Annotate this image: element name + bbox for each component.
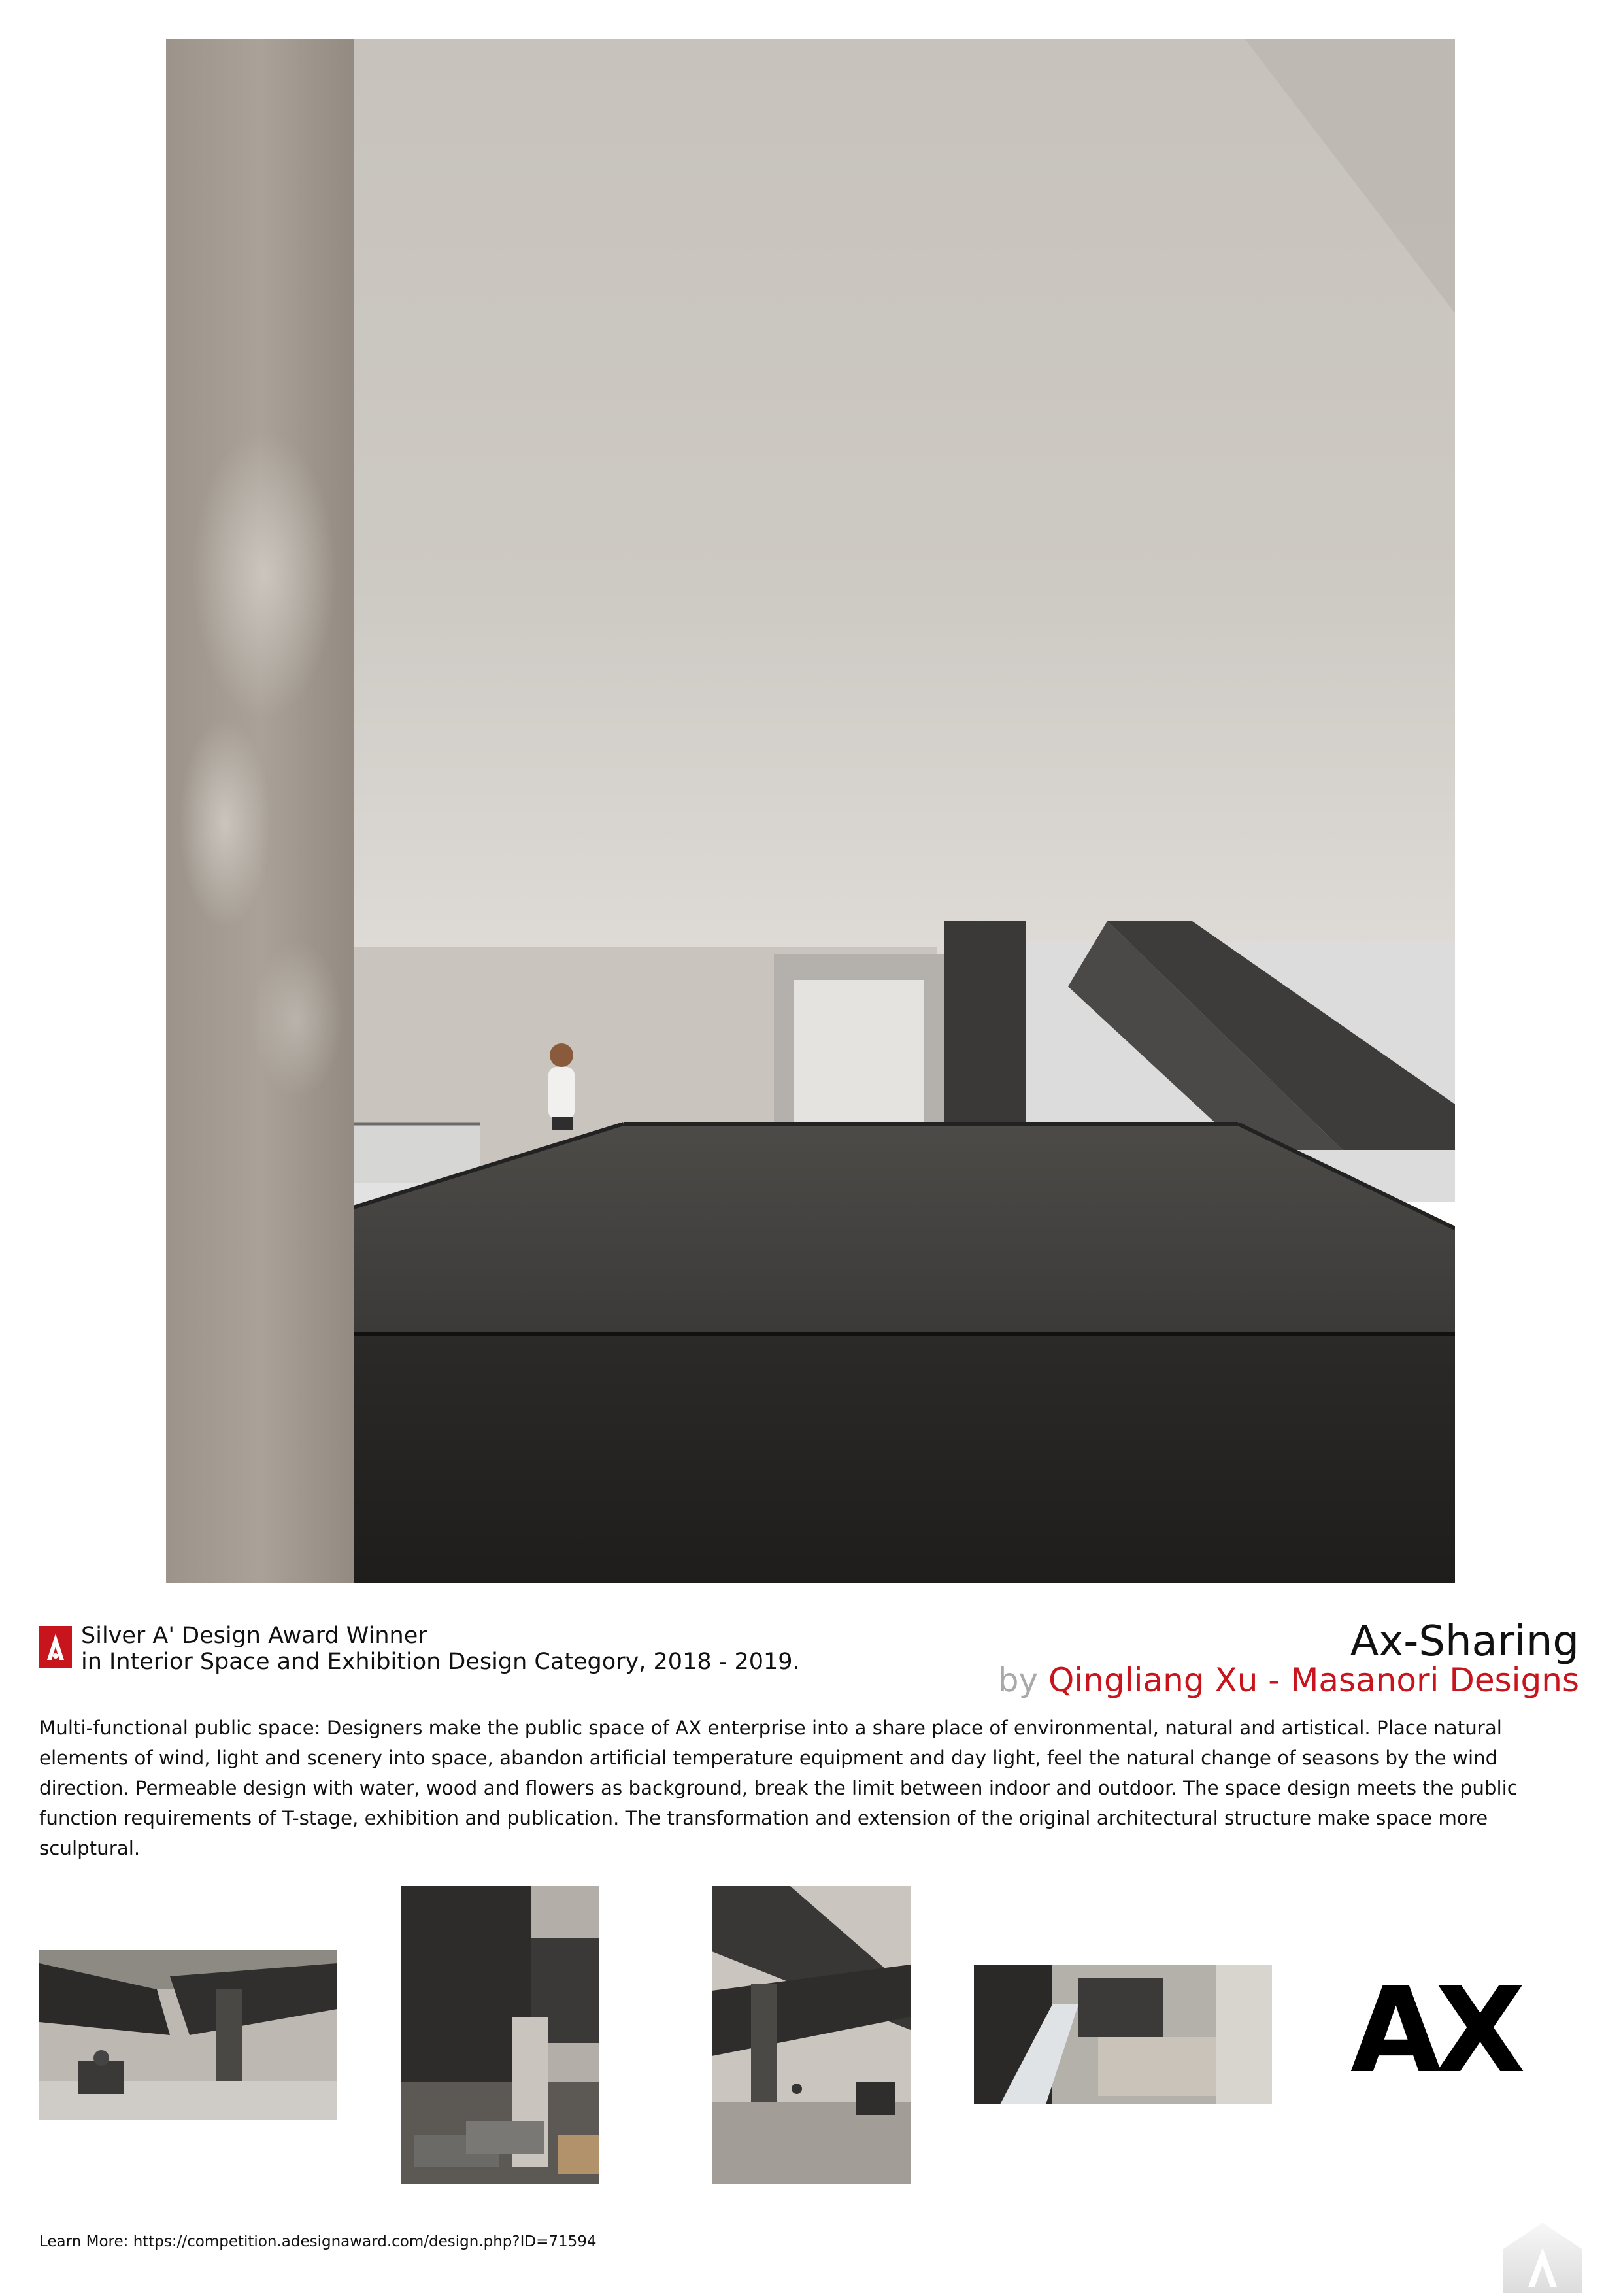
gallery-image-3[interactable]: [712, 1886, 911, 2184]
design-description: Multi-functional public space: Designers make the public space of AX enterprise into a share place of environmental, natural and artistical. Place natural elements of wind, light and scenery into space, abandon artificial temperature equipment and day light, feel the natural change of seasons by the wind direction. Permeable design with water, wood and flowers as background, break the limit between indoor and outdoor. The space design meets the public function requirements of T-stage, exhibition and publication. The transformation and extension of the original architectural structure make space more sculptural.: [39, 1717, 1518, 1859]
ax-logo-text: AX: [1350, 1974, 1520, 2079]
learn-more-label: Learn More:: [39, 2233, 129, 2250]
design-title: Ax-Sharing: [1350, 1617, 1579, 1666]
ax-logo: [1333, 1974, 1536, 2079]
gallery-image-4[interactable]: [974, 1965, 1272, 2104]
learn-more-link[interactable]: https://competition.adesignaward.com/design.php?ID=71594: [133, 2233, 597, 2250]
designer-line: [998, 1661, 1579, 1700]
designer-name: Qingliang Xu - Masanori Designs: [1048, 1661, 1579, 1699]
by-label: by: [997, 1661, 1039, 1699]
a-watermark-icon: [1503, 2210, 1582, 2293]
hero-photo: [166, 39, 1455, 1583]
gallery-image-1[interactable]: [39, 1950, 337, 2120]
gallery-image-2[interactable]: [401, 1886, 599, 2184]
learn-more: [39, 2232, 597, 2252]
award-category: in Interior Space and Exhibition Design Category, 2018 - 2019.: [81, 1649, 800, 1675]
a-design-award-logo-icon: [39, 1626, 72, 1668]
award-title: Silver A' Design Award Winner: [81, 1623, 427, 1649]
